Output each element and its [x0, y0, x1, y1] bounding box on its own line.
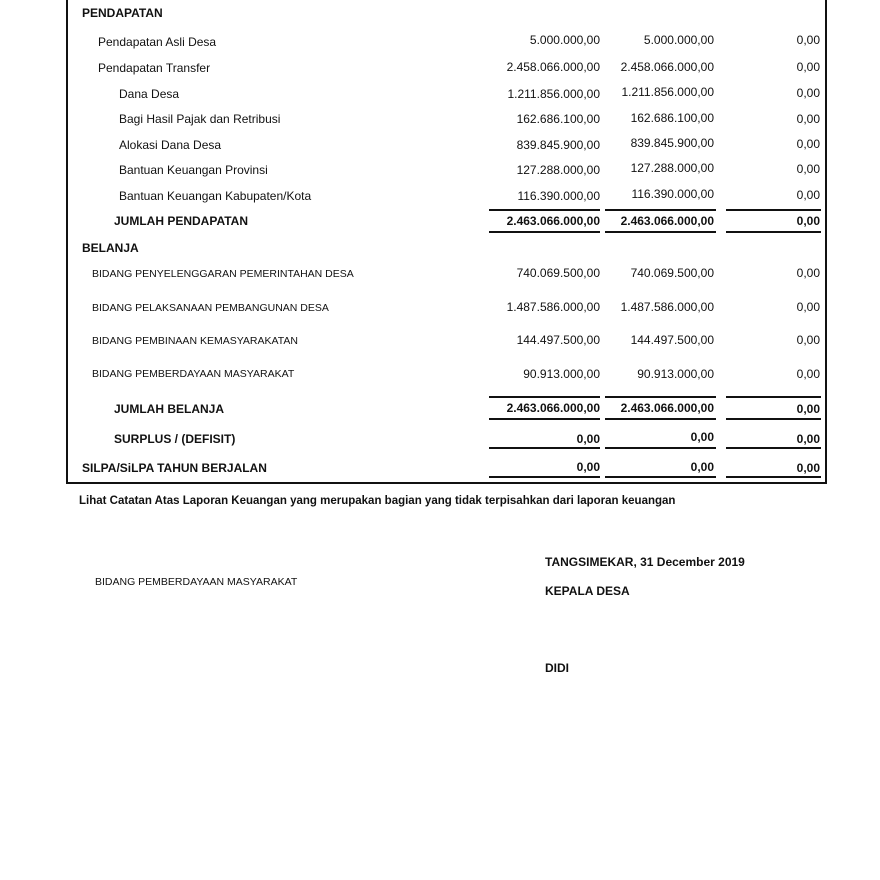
- rule-line: [489, 447, 600, 449]
- rule-line: [489, 231, 600, 233]
- row-label: BIDANG PEMBERDAYAAN MASYARAKAT: [92, 368, 295, 380]
- total-label: JUMLAH PENDAPATAN: [114, 214, 248, 228]
- row-label: Bantuan Keuangan Provinsi: [119, 163, 268, 177]
- realisasi-value: 127.288.000,00: [630, 161, 714, 175]
- realisasi-value: 90.913.000,00: [637, 367, 714, 381]
- anggaran-value: 1.211.856.000,00: [507, 87, 600, 101]
- selisih-total: 0,00: [796, 402, 820, 416]
- selisih-value: 0,00: [796, 188, 820, 202]
- rule-line: [605, 418, 716, 420]
- anggaran-total: 2.463.066.000,00: [506, 214, 600, 228]
- selisih-surplus: 0,00: [796, 432, 820, 446]
- selisih-value: 0,00: [796, 162, 820, 176]
- anggaran-value: 144.497.500,00: [516, 333, 600, 347]
- selisih-silpa: 0,00: [796, 461, 820, 475]
- selisih-value: 0,00: [796, 137, 820, 151]
- rule-line: [605, 231, 716, 233]
- selisih-value: 0,00: [796, 33, 820, 47]
- realisasi-value: 144.497.500,00: [630, 333, 714, 347]
- anggaran-value: 740.069.500,00: [516, 266, 600, 280]
- anggaran-surplus: 0,00: [576, 432, 600, 446]
- anggaran-value: 2.458.066.000,00: [506, 60, 600, 74]
- footer-left-label: BIDANG PEMBERDAYAAN MASYARAKAT: [95, 576, 298, 588]
- row-label: Pendapatan Transfer: [98, 61, 211, 75]
- selisih-value: 0,00: [796, 300, 820, 314]
- footer-note: Lihat Catatan Atas Laporan Keuangan yang merupakan bagian yang tidak terpisahkan dari laporan keuangan: [79, 495, 676, 507]
- anggaran-total: 2.463.066.000,00: [506, 401, 600, 415]
- row-label: BIDANG PENYELENGGARAN PEMERINTAHAN DESA: [92, 268, 354, 280]
- rule-line: [726, 396, 821, 398]
- anggaran-value: 839.845.900,00: [516, 138, 600, 152]
- realisasi-value: 2.458.066.000,00: [620, 60, 714, 74]
- row-label: Bantuan Keuangan Kabupaten/Kota: [119, 189, 312, 203]
- section-title-belanja: BELANJA: [82, 241, 139, 255]
- total-label: JUMLAH BELANJA: [114, 402, 225, 416]
- realisasi-value: 1.211.856.000,00: [621, 85, 714, 99]
- rule-line: [605, 447, 716, 449]
- selisih-value: 0,00: [796, 367, 820, 381]
- selisih-value: 0,00: [796, 60, 820, 74]
- rule-line: [726, 209, 821, 211]
- realisasi-total: 2.463.066.000,00: [620, 401, 714, 415]
- row-label: BIDANG PEMBINAAN KEMASYARAKATAN: [92, 335, 298, 347]
- realisasi-value: 839.845.900,00: [630, 136, 714, 150]
- realisasi-silpa: 0,00: [690, 460, 714, 474]
- rule-line: [605, 476, 716, 478]
- realisasi-surplus: 0,00: [690, 430, 714, 444]
- rule-line: [726, 231, 821, 233]
- anggaran-value: 90.913.000,00: [523, 367, 600, 381]
- row-label: Bagi Hasil Pajak dan Retribusi: [119, 112, 281, 126]
- rule-line: [726, 418, 821, 420]
- anggaran-value: 116.390.000,00: [517, 189, 600, 203]
- realisasi-value: 5.000.000,00: [643, 33, 714, 47]
- anggaran-value: 127.288.000,00: [516, 163, 600, 177]
- rule-line: [489, 209, 600, 211]
- row-label: Pendapatan Asli Desa: [98, 35, 217, 49]
- surplus-label: SURPLUS / (DEFISIT): [114, 432, 236, 446]
- anggaran-silpa: 0,00: [576, 460, 600, 474]
- realisasi-value: 1.487.586.000,00: [620, 300, 714, 314]
- rule-line: [726, 476, 821, 478]
- rule-line: [489, 396, 600, 398]
- rule-line: [605, 209, 716, 211]
- selisih-total: 0,00: [796, 214, 820, 228]
- anggaran-value: 1.487.586.000,00: [506, 300, 600, 314]
- realisasi-value: 740.069.500,00: [630, 266, 714, 280]
- section-title-pendapatan: PENDAPATAN: [82, 6, 163, 20]
- place-date: TANGSIMEKAR, 31 December 2019: [545, 555, 745, 569]
- selisih-value: 0,00: [796, 333, 820, 347]
- anggaran-value: 5.000.000,00: [529, 33, 600, 47]
- realisasi-value: 162.686.100,00: [630, 111, 714, 125]
- selisih-value: 0,00: [796, 86, 820, 100]
- realisasi-value: 116.390.000,00: [631, 187, 714, 201]
- selisih-value: 0,00: [796, 266, 820, 280]
- selisih-value: 0,00: [796, 112, 820, 126]
- realisasi-total: 2.463.066.000,00: [620, 214, 714, 228]
- row-label: Dana Desa: [119, 87, 180, 101]
- row-label: Alokasi Dana Desa: [119, 138, 222, 152]
- rule-line: [605, 396, 716, 398]
- signatory-name: DIDI: [545, 661, 569, 675]
- anggaran-value: 162.686.100,00: [516, 112, 600, 126]
- row-label: BIDANG PELAKSANAAN PEMBANGUNAN DESA: [92, 302, 329, 314]
- silpa-label: SILPA/SiLPA TAHUN BERJALAN: [82, 461, 267, 475]
- rule-line: [489, 476, 600, 478]
- signatory-position: KEPALA DESA: [545, 584, 630, 598]
- rule-line: [726, 447, 821, 449]
- rule-line: [489, 418, 600, 420]
